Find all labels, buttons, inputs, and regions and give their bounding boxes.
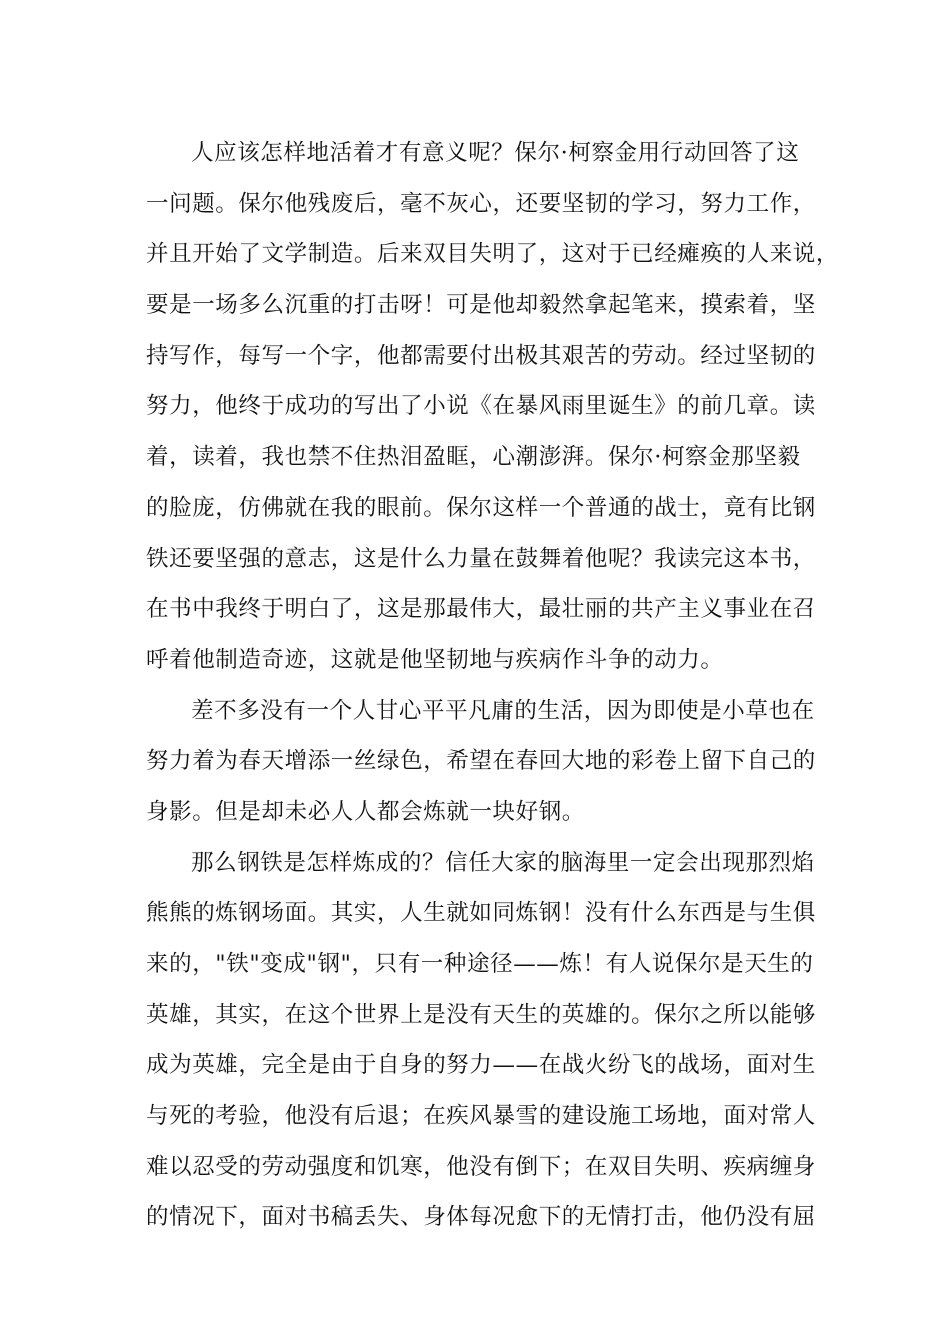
text-line: 成为英雄，完全是由于自身的努力——在战火纷飞的战场，面对生: [146, 1052, 816, 1079]
body-text: [146, 128, 840, 1243]
text-line: 努力，他终于成功的写出了小说《在暴风雨里诞生》的前几章。读: [146, 393, 816, 420]
text-line: 铁还要坚强的意志，这是什么力量在鼓舞着他呢？我读完这本书，: [146, 545, 816, 572]
text-line: 一问题。保尔他残废后，毫不灰心，还要坚韧的学习，努力工作，: [146, 190, 816, 217]
text-line: 熊熊的炼钢场面。其实，人生就如同炼钢！没有什么东西是与生俱: [146, 900, 816, 927]
text-line: 努力着为春天增添一丝绿色，希望在春回大地的彩卷上留下自己的: [146, 748, 816, 775]
text-line: 持写作，每写一个字，他都需要付出极其艰苦的劳动。经过坚韧的: [146, 342, 816, 369]
text-line: 英雄，其实，在这个世界上是没有天生的英雄的。保尔之所以能够: [146, 1001, 816, 1028]
text-line: 着，读着，我也禁不住热泪盈眶，心潮澎湃。保尔·柯察金那坚毅: [146, 444, 801, 471]
text-line: 在书中我终于明白了，这是那最伟大，最壮丽的共产主义事业在召: [146, 596, 816, 623]
text-line: 与死的考验，他没有后退；在疾风暴雪的建设施工场地，面对常人: [146, 1103, 816, 1130]
text-line: 的情况下，面对书稿丢失、身体每况愈下的无情打击，他仍没有屈: [146, 1204, 816, 1231]
text-line: 差不多没有一个人甘心平平凡庸的生活，因为即使是小草也在: [191, 697, 815, 724]
text-line: 人应该怎样地活着才有意义呢？保尔·柯察金用行动回答了这: [191, 140, 800, 166]
text-line: 难以忍受的劳动强度和饥寒，他没有倒下；在双目失明、疾病缠身: [146, 1153, 816, 1180]
text-line: 并且开始了文学制造。后来双目失明了，这对于已经瘫痪的人来说，: [146, 241, 840, 268]
text-line: 的脸庞，仿佛就在我的眼前。保尔这样一个普通的战士，竟有比钢: [146, 494, 816, 521]
text-line: 呼着他制造奇迹，这就是他坚韧地与疾病作斗争的动力。: [146, 646, 724, 673]
text-line: 要是一场多么沉重的打击呀！可是他却毅然拿起笔来，摸索着，坚: [146, 292, 816, 319]
text-line: 身影。但是却未必人人都会炼就一块好钢。: [146, 798, 585, 825]
text-line: 那么钢铁是怎样炼成的？信任大家的脑海里一定会出现那烈焰: [191, 849, 815, 876]
text-line: 来的，"铁"变成"钢"，只有一种途径——炼！有人说保尔是天生的: [146, 951, 814, 977]
